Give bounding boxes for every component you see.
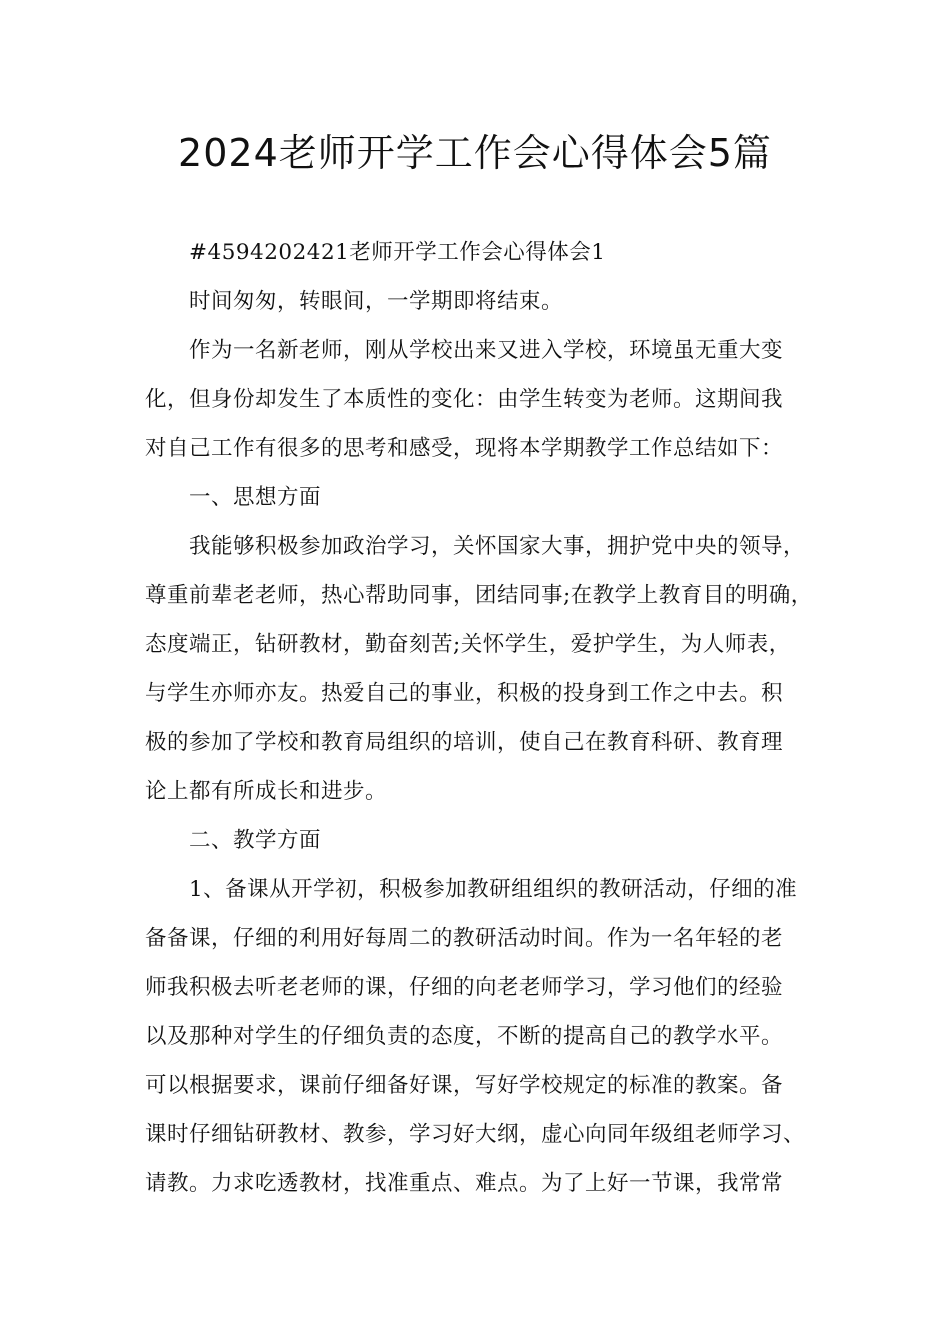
paragraph-line: 可以根据要求，课前仔细备好课，写好学校规定的标准的教案。备: [145, 1073, 784, 1098]
paragraph-line: 我能够积极参加政治学习，关怀国家大事，拥护党中央的领导，: [189, 534, 806, 559]
document-body: [145, 228, 825, 1208]
paragraph-line: 化，但身份却发生了本质性的变化：由学生转变为老师。这期间我: [145, 387, 784, 412]
paragraph-line: 作为一名新老师，刚从学校出来又进入学校，环境虽无重大变: [189, 338, 784, 363]
paragraph-line: 极的参加了学校和教育局组织的培训，使自己在教育科研、教育理: [145, 730, 784, 755]
paragraph-line: 时间匆匆，转眼间，一学期即将结束。: [189, 289, 564, 314]
paragraph-line: 1、备课从开学初，积极参加教研组组织的教研活动，仔细的准: [189, 877, 798, 902]
paragraph-line: 请教。力求吃透教材，找准重点、难点。为了上好一节课，我常常: [145, 1171, 784, 1196]
section-heading: 二、教学方面: [189, 828, 322, 853]
section-heading: 一、思想方面: [189, 485, 322, 510]
paragraph-line: 论上都有所成长和进步。: [145, 779, 388, 804]
paragraph-line: 备备课，仔细的利用好每周二的教研活动时间。作为一名年轻的老: [145, 926, 784, 951]
document-title: 2024老师开学工作会心得体会5篇: [178, 131, 772, 175]
paragraph-line: 以及那种对学生的仔细负责的态度，不断的提高自己的教学水平。: [145, 1024, 784, 1049]
paragraph-line: 与学生亦师亦友。热爱自己的事业，积极的投身到工作之中去。积: [145, 681, 784, 706]
paragraph-line: 师我积极去听老老师的课，仔细的向老老师学习，学习他们的经验: [145, 975, 784, 1000]
paragraph-line: 课时仔细钻研教材、教参，学习好大纲，虚心向同年级组老师学习、: [145, 1122, 806, 1147]
paragraph-line: 尊重前辈老老师，热心帮助同事，团结同事;在教学上教育目的明确，: [145, 583, 813, 608]
paragraph-line: 态度端正，钻研教材，勤奋刻苦;关怀学生，爱护学生，为人师表，: [145, 632, 791, 657]
paragraph-line: 对自己工作有很多的思考和感受，现将本学期教学工作总结如下：: [145, 436, 784, 461]
paragraph-line: #4594202421老师开学工作会心得体会1: [189, 240, 606, 265]
